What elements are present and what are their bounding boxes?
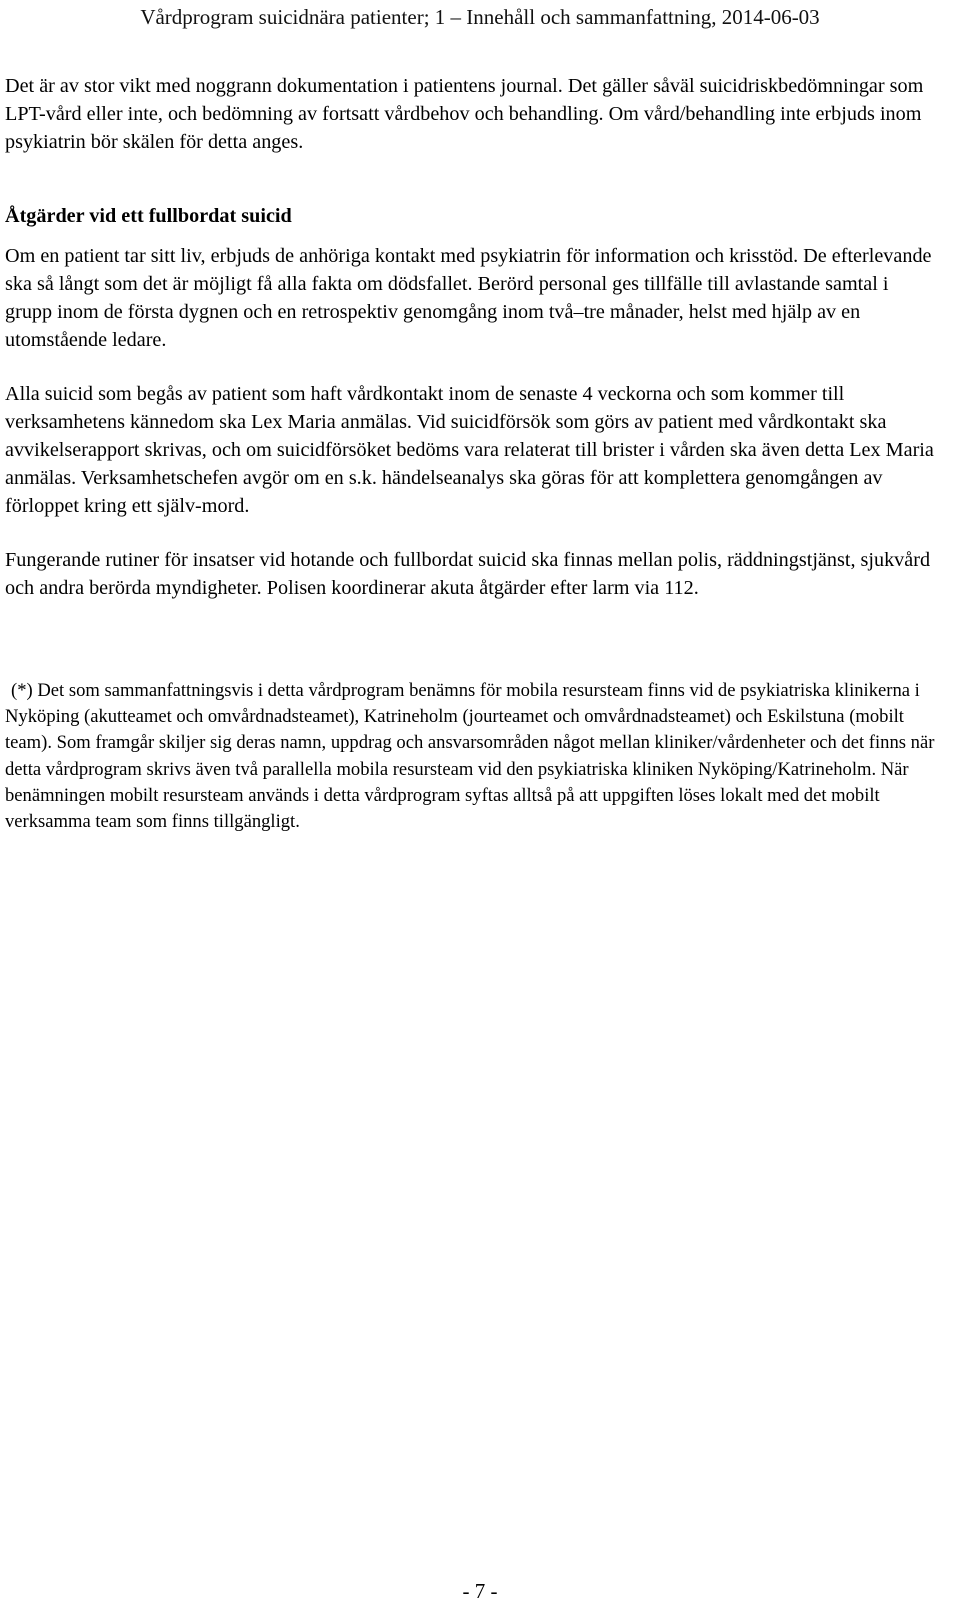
section-heading: Åtgärder vid ett fullbordat suicid (5, 205, 292, 227)
footnote-text: Det som sammanfattningsvis i detta vårdprogram benämns för mobila resursteam finns vid de psykiatriska klinikerna i Nyköping (akutteamet och omvårdnadsteamet), Katrineholm (jourteamet och omvårdnadsteamet) och Eskilstuna (mobilt team). Som framgår skiljer sig deras namn, uppdrag och ansvarsområden något mellan kliniker/vårdenheter och det finns när detta vårdprogram skrivs även två parallella mobila resursteam vid den psykiatriska kliniken Nyköping/Katrineholm. När benämningen mobilt resursteam används i detta vårdprogram syftas alltså på att uppgiften löses lokalt med det mobilt verksamma team som finns tillgängligt. (5, 680, 935, 833)
page-number: - 7 - (462, 1579, 498, 1603)
routines-paragraph: Fungerande rutiner för insatser vid hotande och fullbordat suicid ska finnas mellan polis, räddningstjänst, sjukvård och andra berörda myndigheter. Polisen koordinerar akuta åtgärder efter larm via 112. (5, 549, 931, 599)
suicide-response-paragraph: Om en patient tar sitt liv, erbjuds de anhöriga kontakt med psykiatrin för information och krisstöd. De efterlevande ska så långt som det är möjligt få alla fakta om dödsfallet. Berörd personal ges tillfälle till avlastande samtal i grupp inom de första dygnen och en retrospektiv genomgång inom två–tre månader, helst med hjälp av en utomstående ledare. (5, 245, 932, 351)
documentation-paragraph: Det är av stor vikt med noggrann dokumentation i patientens journal. Det gäller såväl suicidriskbedömningar som LPT-vård eller inte, och bedömning av fortsatt vårdbehov och behandling. Om vård/behandling inte erbjuds inom psykiatrin bör skälen för detta anges. (5, 75, 924, 153)
document-body (5, 72, 935, 863)
footnote (5, 678, 935, 835)
footnote-marker: (*) (11, 680, 33, 701)
page-header (0, 2, 960, 32)
document-title: Vårdprogram suicidnära patienter; 1 – Innehåll och sammanfattning, 2014-06-03 (140, 5, 820, 29)
lex-maria-paragraph: Alla suicid som begås av patient som haft vårdkontakt inom de senaste 4 veckorna och som kommer till verksamhetens kännedom ska Lex Maria anmälas. Vid suicidförsök som görs av patient med vårdkontakt ska avvikelserapport skrivas, och om suicidförsöket bedöms vara relaterat till brister i vården ska även detta Lex Maria anmälas. Verksamhetschefen avgör om en s.k. händelseanalys ska göras för att komplettera genomgången av förloppet kring ett själv-mord. (5, 383, 934, 517)
